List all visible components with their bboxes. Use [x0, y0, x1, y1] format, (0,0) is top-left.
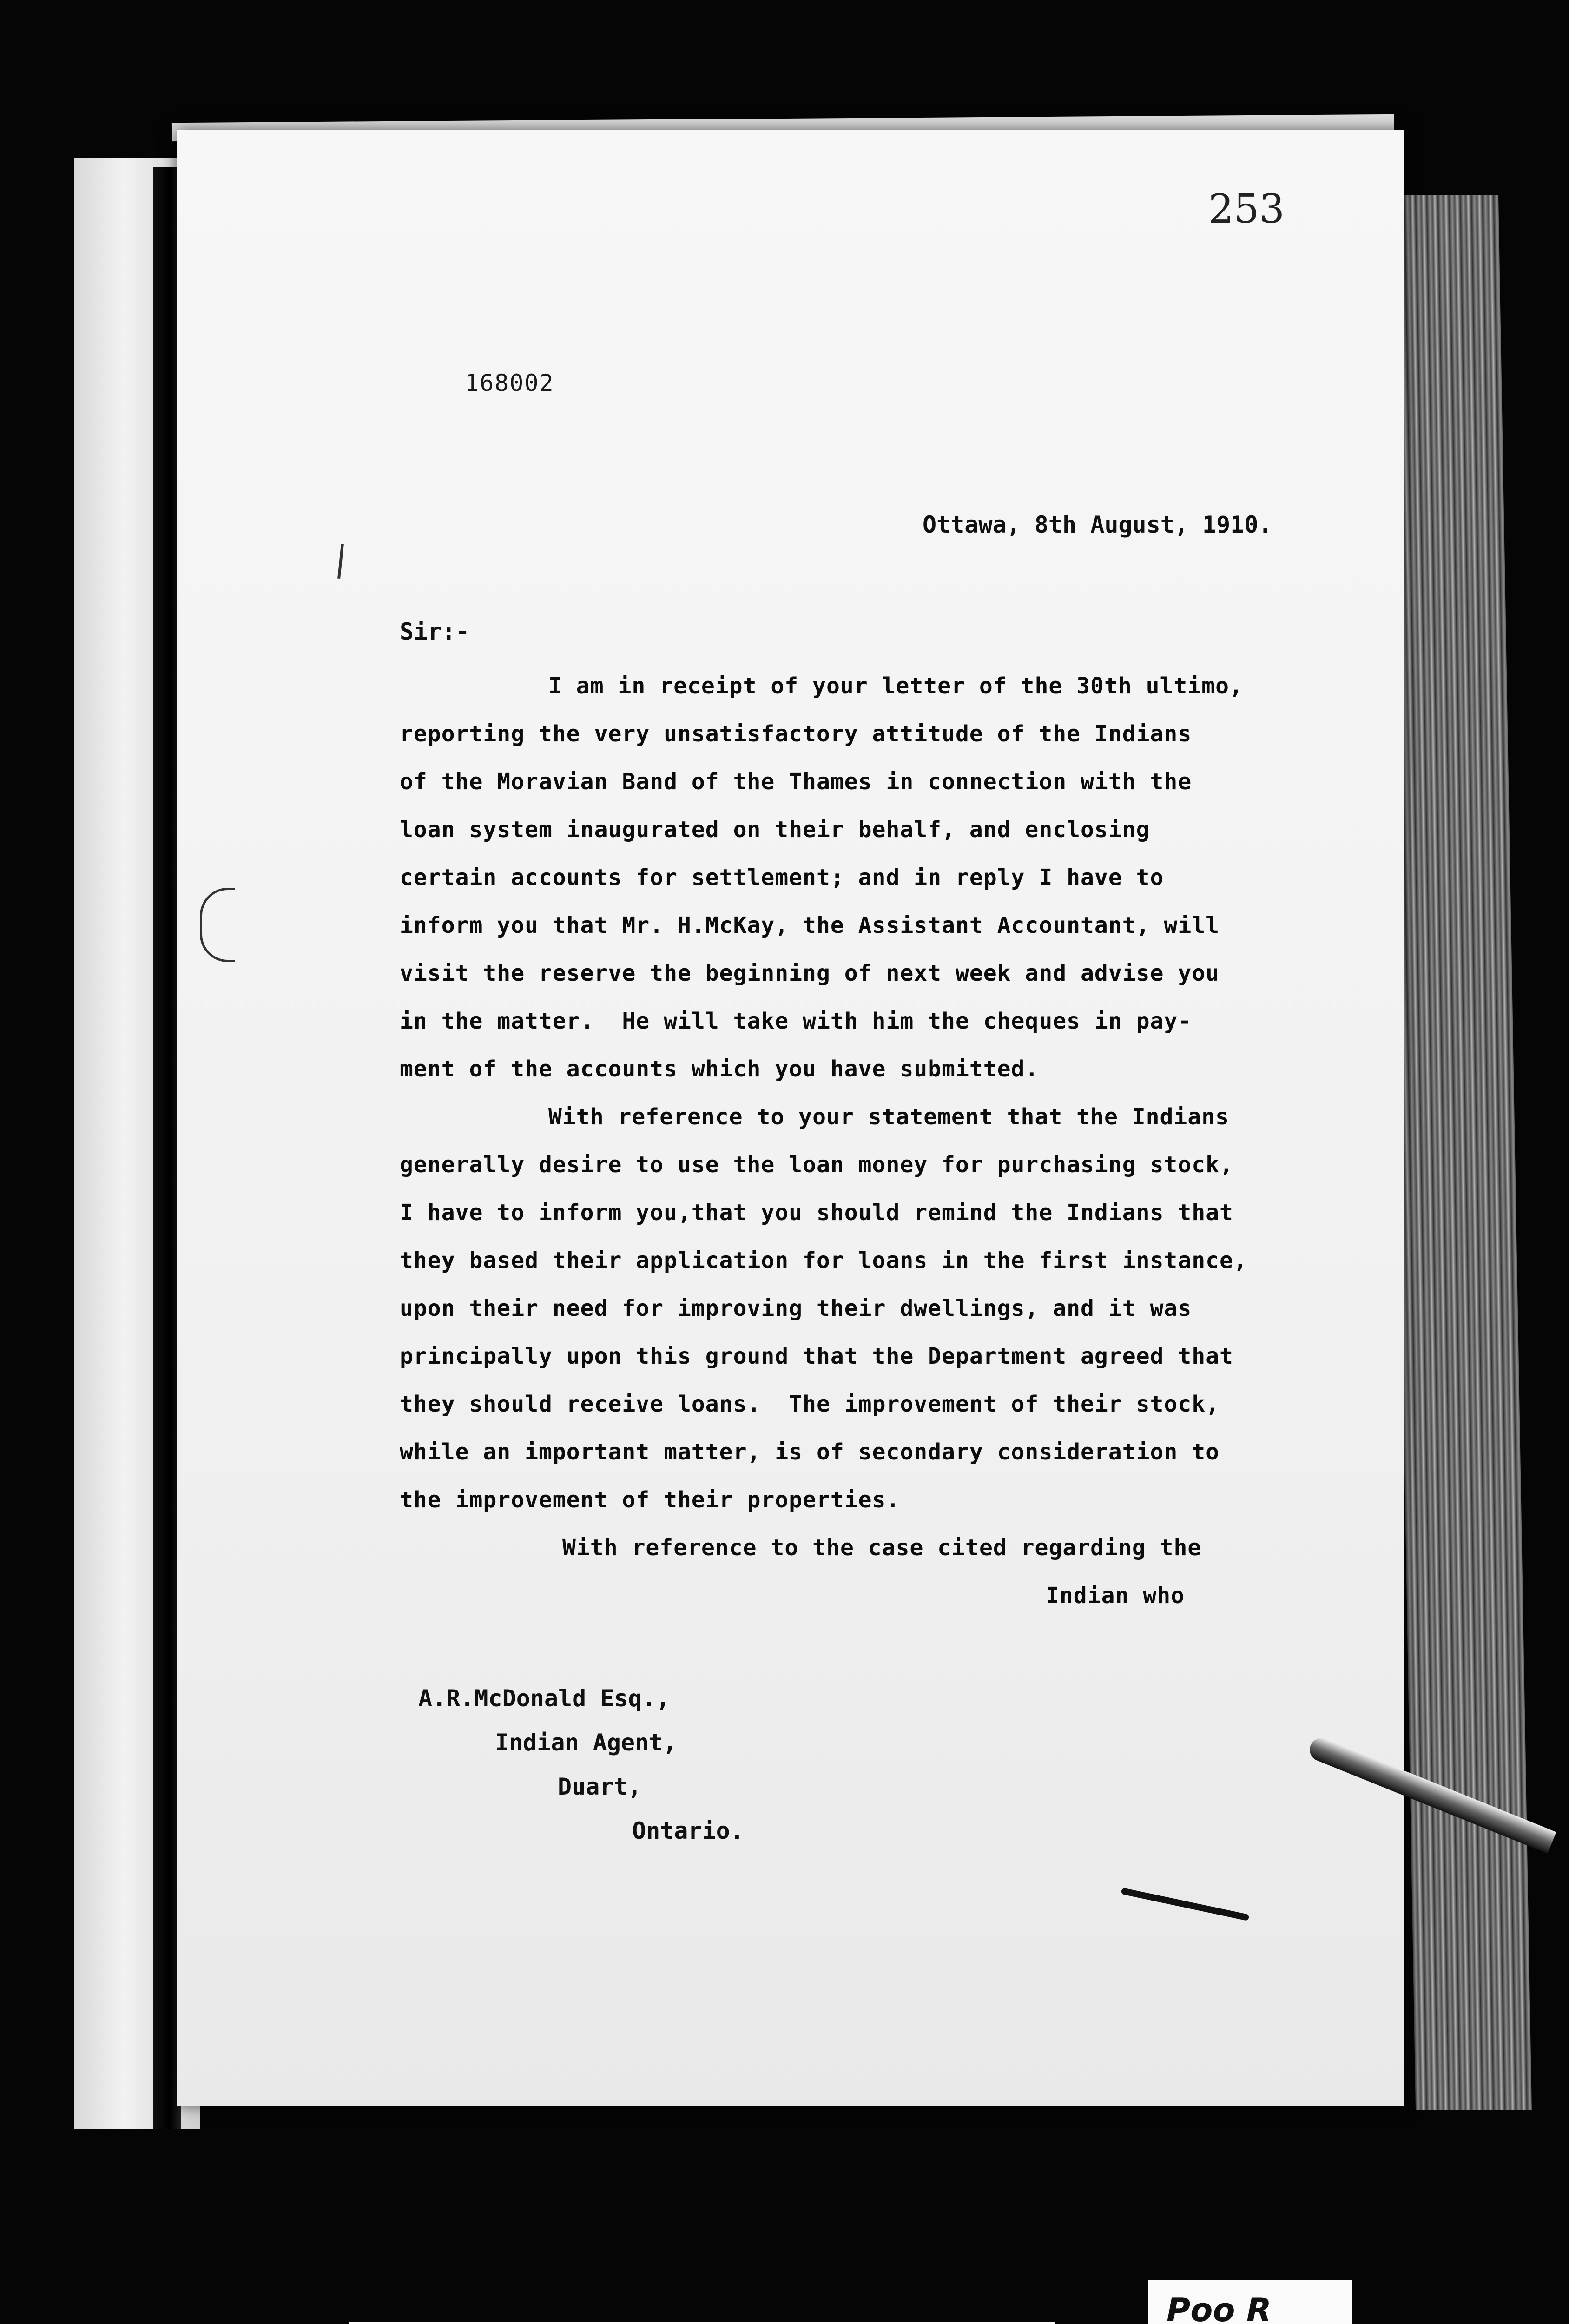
body-line: With reference to your statement that the Indians	[548, 1104, 1230, 1130]
salutation: Sir:-	[400, 618, 470, 645]
body-line: reporting the very unsatisfactory attitude of the Indians	[400, 721, 1192, 747]
body-line: they based their application for loans in the first instance,	[400, 1248, 1247, 1274]
body-line: I have to inform you,that you should remind the Indians that	[400, 1200, 1233, 1226]
page-number: 253	[1208, 186, 1285, 232]
body-line: With reference to the case cited regarding the	[562, 1535, 1202, 1561]
body-line: visit the reserve the beginning of next week and advise you	[400, 960, 1220, 986]
citation-label	[349, 2322, 1055, 2324]
margin-bracket-mark	[200, 888, 235, 962]
body-line: in the matter. He will take with him the cheques in pay-	[400, 1008, 1192, 1034]
body-line: Indian who	[1046, 1583, 1185, 1609]
body-line: inform you that Mr. H.McKay, the Assistant Accountant, will	[400, 912, 1220, 938]
body-line: generally desire to use the loan money for purchasing stock,	[400, 1152, 1233, 1178]
body-line: upon their need for improving their dwellings, and it was	[400, 1295, 1192, 1321]
poor-copy-note	[1148, 2280, 1352, 2324]
body-line: while an important matter, is of secondary consideration to	[400, 1439, 1220, 1465]
body-line: the improvement of their properties.	[400, 1487, 900, 1513]
file-number: 168002	[465, 370, 554, 396]
body-line: I am in receipt of your letter of the 30th ultimo,	[548, 673, 1243, 699]
body-line: they should receive loans. The improvement of their stock,	[400, 1391, 1220, 1417]
dateline: Ottawa, 8th August, 1910.	[923, 511, 1272, 538]
body-line: principally upon this ground that the Department agreed that	[400, 1343, 1233, 1369]
address-name: A.R.McDonald Esq.,	[418, 1685, 670, 1712]
body-line: ment of the accounts which you have submitted.	[400, 1056, 1039, 1082]
address-title: Indian Agent,	[495, 1729, 677, 1756]
address-town: Duart,	[558, 1773, 642, 1800]
poor-copy-line-1: Poo R	[1167, 2291, 1272, 2324]
address-province: Ontario.	[632, 1817, 744, 1844]
body-line: of the Moravian Band of the Thames in connection with the	[400, 769, 1192, 795]
body-line: loan system inaugurated on their behalf, and enclosing	[400, 817, 1150, 843]
letter-body	[400, 662, 1329, 1620]
body-line: certain accounts for settlement; and in reply I have to	[400, 865, 1164, 891]
